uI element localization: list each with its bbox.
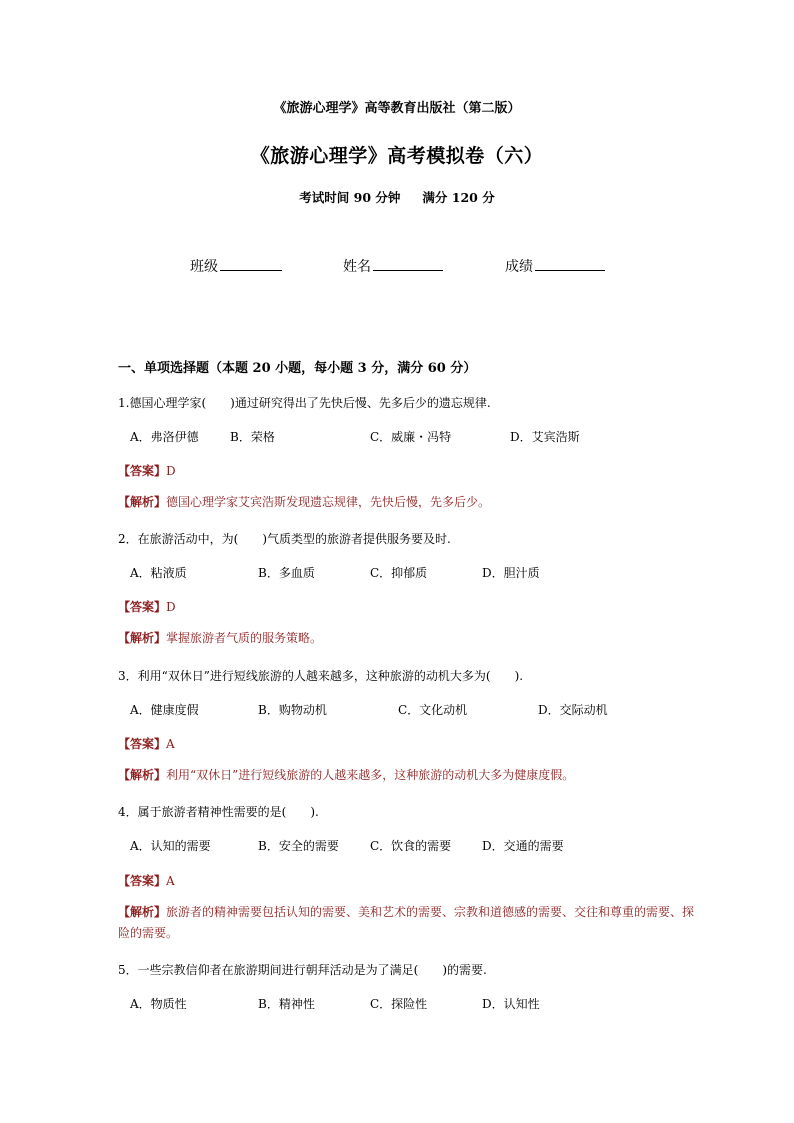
section-title: 一、单项选择题（本题 20 小题，每小题 3 分，满分 60 分） xyxy=(118,361,477,376)
explanation-tag: 【解析】 xyxy=(118,768,167,782)
option-a: A．认知的需要 xyxy=(130,839,211,853)
explanation-tag: 【解析】 xyxy=(118,631,167,645)
option-b: B．荣格 xyxy=(230,430,275,444)
explanation-line xyxy=(118,628,698,649)
name-field xyxy=(343,256,443,276)
explanation-tag: 【解析】 xyxy=(118,905,167,919)
explanation-line xyxy=(118,902,698,944)
answer-line xyxy=(118,872,175,889)
option-c: C．饮食的需要 xyxy=(370,839,452,853)
class-blank[interactable] xyxy=(220,256,282,271)
question-stem: 5．一些宗教信仰者在旅游期间进行朝拜活动是为了满足( )的需要. xyxy=(118,963,487,977)
explanation-line xyxy=(118,765,698,786)
class-label: 班级 xyxy=(190,259,218,275)
option-b: B．安全的需要 xyxy=(258,839,339,853)
option-a: A．粘液质 xyxy=(130,566,187,580)
score-label: 成绩 xyxy=(505,259,533,275)
name-label: 姓名 xyxy=(343,259,371,275)
option-a: A．健康度假 xyxy=(130,703,199,717)
full-score: 满分 120 分 xyxy=(422,190,495,205)
option-b: B．精神性 xyxy=(258,997,315,1011)
explanation-text: 旅游者的精神需要包括认知的需要、美和艺术的需要、宗教和道德感的需要、交往和尊重的需要、探险的需要。 xyxy=(118,905,695,940)
page-title: 《旅游心理学》高考模拟卷（六） xyxy=(250,145,544,167)
option-a: A．物质性 xyxy=(130,997,187,1011)
option-a: A．弗洛伊德 xyxy=(130,430,199,444)
option-d: D．胆汁质 xyxy=(482,566,540,580)
answer-line xyxy=(118,735,175,752)
option-d: D．交通的需要 xyxy=(482,839,564,853)
question-stem: 1.德国心理学家( )通过研究得出了先快后慢、先多后少的遗忘规律. xyxy=(118,396,491,410)
class-field xyxy=(190,256,282,276)
option-b: B．多血质 xyxy=(258,566,315,580)
option-c: C．文化动机 xyxy=(398,703,468,717)
option-b: B．购物动机 xyxy=(258,703,327,717)
name-blank[interactable] xyxy=(373,256,443,271)
answer-tag: 【答案】 xyxy=(118,464,167,478)
score-blank[interactable] xyxy=(535,256,605,271)
option-d: D．艾宾浩斯 xyxy=(510,430,580,444)
answer-value: D xyxy=(166,600,176,614)
answer-line xyxy=(118,462,176,479)
question-stem: 3．利用“双休日”进行短线旅游的人越来越多，这种旅游的动机大多为( ). xyxy=(118,669,524,683)
option-c: C．探险性 xyxy=(370,997,428,1011)
answer-tag: 【答案】 xyxy=(118,874,167,888)
explanation-tag: 【解析】 xyxy=(118,495,167,509)
answer-tag: 【答案】 xyxy=(118,737,167,751)
option-d: D．交际动机 xyxy=(538,703,608,717)
answer-value: A xyxy=(166,874,175,888)
explanation-text: 德国心理学家艾宾浩斯发现遗忘规律，先快后慢，先多后少。 xyxy=(166,495,491,509)
answer-line xyxy=(118,598,176,615)
option-c: C．威廉・冯特 xyxy=(370,430,452,444)
option-row xyxy=(130,995,690,1011)
option-row xyxy=(130,837,690,853)
score-field xyxy=(505,256,605,276)
exam-time: 考试时间 90 分钟 xyxy=(299,190,401,205)
explanation-text: 利用“双休日”进行短线旅游的人越来越多，这种旅游的动机大多为健康度假。 xyxy=(166,768,575,782)
answer-value: D xyxy=(166,464,176,478)
answer-value: A xyxy=(166,737,175,751)
option-row xyxy=(130,701,690,717)
option-d: D．认知性 xyxy=(482,997,540,1011)
explanation-text: 掌握旅游者气质的服务策略。 xyxy=(166,631,323,645)
option-c: C．抑郁质 xyxy=(370,566,428,580)
answer-tag: 【答案】 xyxy=(118,600,167,614)
explanation-line xyxy=(118,492,698,513)
option-row xyxy=(130,428,690,444)
publisher-subtitle: 《旅游心理学》高等教育出版社（第二版） xyxy=(273,101,521,116)
question-stem: 2．在旅游活动中，为( )气质类型的旅游者提供服务要及时. xyxy=(118,532,451,546)
question-stem: 4．属于旅游者精神性需要的是( ). xyxy=(118,805,319,819)
option-row xyxy=(130,564,690,580)
exam-info xyxy=(0,188,794,206)
